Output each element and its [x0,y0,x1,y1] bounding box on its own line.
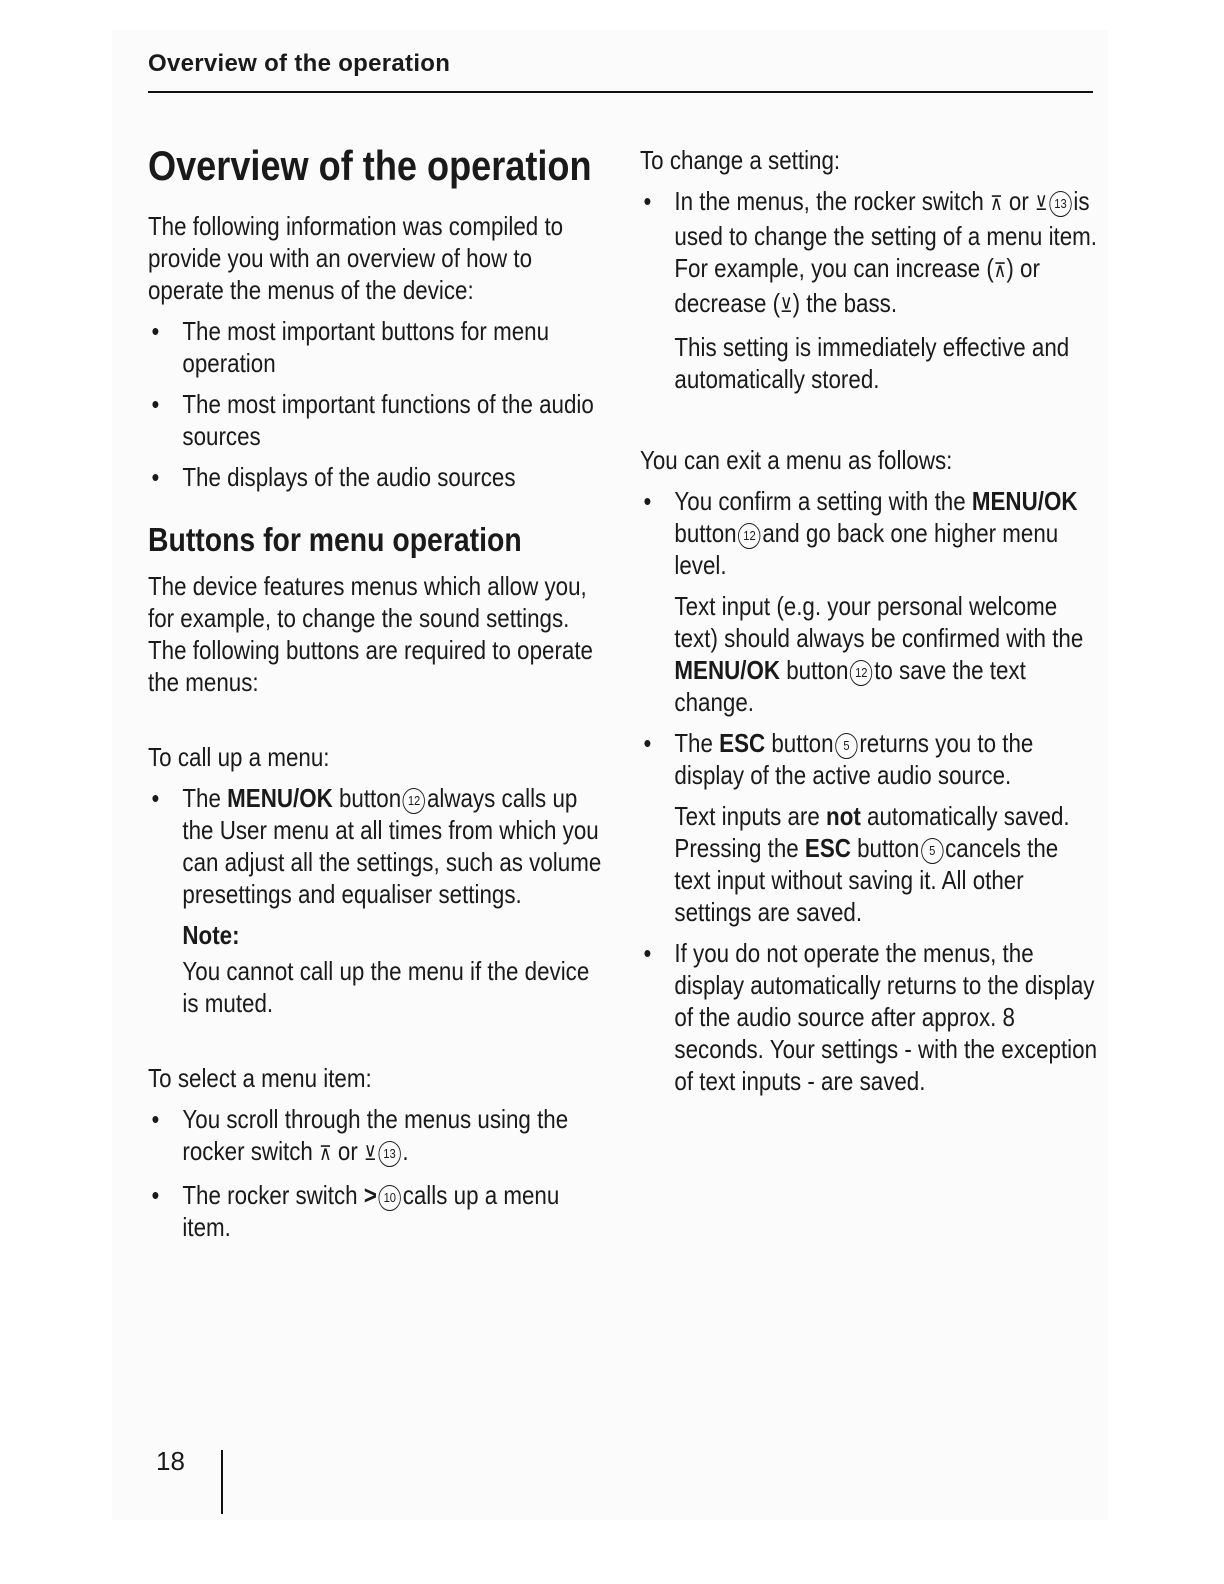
call-menu-list [148,782,606,910]
select-item-heading: To select a menu item: [148,1063,372,1093]
running-header: Overview of the operation [148,50,451,77]
intro-list [148,315,606,493]
page-title: Overview of the operation [148,142,592,189]
rocker-right-icon: > [363,1180,377,1210]
menu-ok-label: MENU/OK [971,486,1078,516]
header-rule [148,91,1093,93]
ref-number-13: 13 [378,1141,400,1167]
page-number: 18 [156,1446,185,1476]
rocker-down-icon: ⊻ [1034,193,1048,215]
list-item: • If you do not operate the menus, the display automatically returns to the display of the audio source after approx. 8 seconds. Your settings - with the exception of text inputs - are saved. [640,937,1098,1097]
note-text: You cannot call up the menu if the device is muted. [182,956,590,1018]
rocker-up-icon: ⊼ [990,193,1003,215]
intro-paragraph: The following information was compiled to provide you with an overview of how to operate the menus of the device: [148,211,564,305]
ref-number-5: 5 [921,838,943,864]
left-column [148,140,606,1252]
esc-label: ESC [804,833,851,863]
ref-number-12: 12 [850,660,872,686]
change-setting-heading: To change a setting: [640,145,841,175]
note-label: Note: [182,920,240,950]
exit-menu-list [640,485,1098,1097]
esc-label: ESC [719,728,766,758]
list-item: • The ESC button 5 returns you to the display of the active audio source. Text inputs are not automatically saved. Pressing the ESC button 5 cancels the text input without saving it. All other settings are saved. [640,727,1098,928]
ref-number-12: 12 [738,523,760,549]
ref-number-13: 13 [1049,191,1071,217]
select-item-list [148,1103,606,1243]
call-menu-heading: To call up a menu: [148,742,330,772]
footer-rule [221,1450,223,1514]
list-item: • In the menus, the rocker switch ⊼ or ⊻ 13 is used to change the setting of a menu item. For example, you can increase (⊼) or decrease (⊻) the bass. [640,185,1098,322]
ref-number-5: 5 [835,733,857,759]
list-item: • The most important functions of the audio sources [148,388,606,452]
right-column [640,144,1098,1106]
list-item: • You confirm a setting with the MENU/OK button 12 and go back one higher menu level. Text input (e.g. your personal welcome text) should always be confirmed with the MENU/OK button 12 to save the text change. [640,485,1098,718]
change-setting-list [640,185,1098,322]
ref-number-10: 10 [379,1185,401,1211]
rocker-down-icon: ⊻ [364,1143,377,1165]
list-item: • The rocker switch > 10 calls up a menu item. [148,1179,606,1243]
list-item: • The most important buttons for menu operation [148,315,606,379]
section-heading: Buttons for menu operation [148,521,522,558]
list-item: • The displays of the audio sources [148,461,606,493]
note-block [148,919,606,1019]
rocker-down-icon: ⊻ [780,295,793,317]
rocker-up-icon: ⊼ [993,260,1007,282]
not-emphasis: not [826,801,861,831]
menu-ok-label: MENU/OK [674,655,780,685]
list-item: • The MENU/OK button 12 always calls up the User menu at all times from which you can adjust all the settings, such as volume presettings and equaliser settings. [148,782,606,910]
change-note: This setting is immediately effective and automatically stored. [674,332,1070,394]
ref-number-12: 12 [403,788,425,814]
section-intro: The device features menus which allow you, for example, to change the sound settings. The following buttons are required to operate the menus: [148,571,593,697]
list-item: • You scroll through the menus using the rocker switch ⊼ or ⊻ 13 . [148,1103,606,1170]
exit-menu-heading: You can exit a menu as follows: [640,445,953,475]
rocker-up-icon: ⊼ [319,1143,332,1165]
menu-ok-label: MENU/OK [227,783,333,813]
